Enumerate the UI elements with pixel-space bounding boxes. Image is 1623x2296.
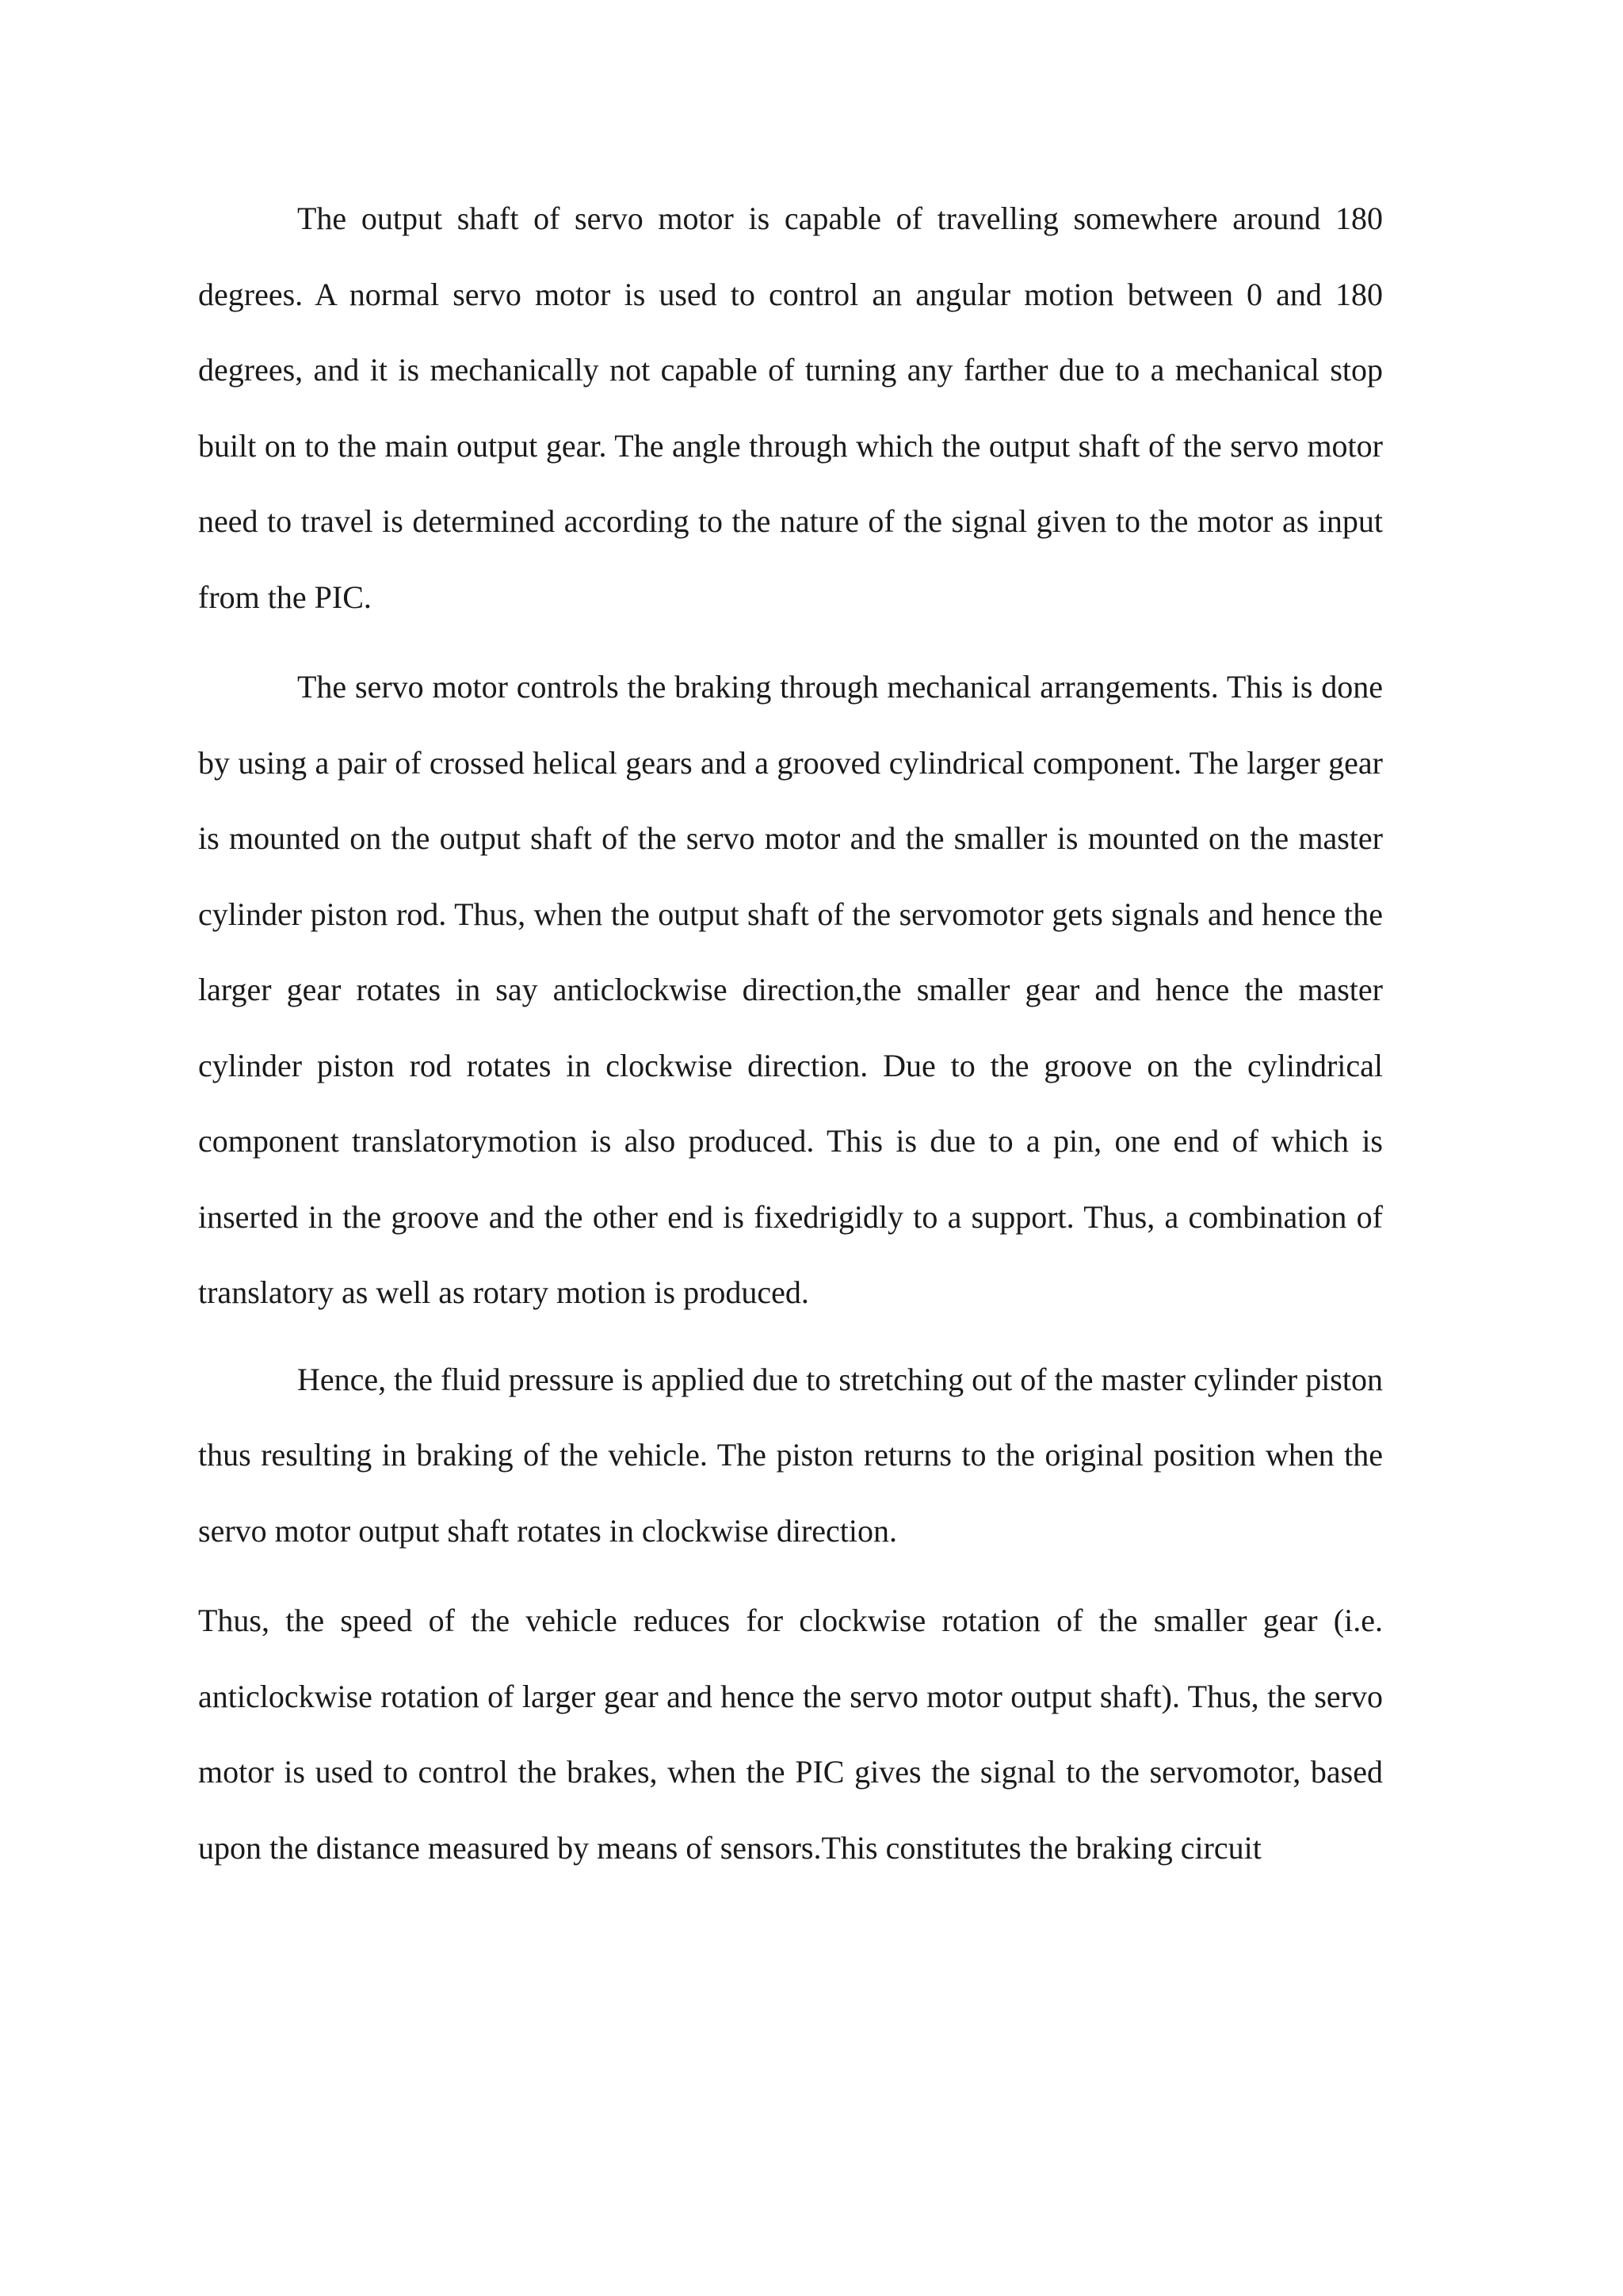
body-text: [198, 181, 1383, 1885]
paragraph-fluid-pressure: Hence, the fluid pressure is applied due to stretching out of the master cylinder piston thus resulting in braking of the vehicle. The piston returns to the original position when the servo motor output shaft rotates in clockwise direction.: [198, 1361, 1383, 1549]
paragraph-servo-travel: The output shaft of servo motor is capable of travelling somewhere around 180 degrees. A normal servo motor is used to control an angular motion between 0 and 180 degrees, and it is mechanically not capable of turning any farther due to a mechanical stop built on to the main output gear. The angle through which the output shaft of the servo motor need to travel is determined according to the nature of the signal given to the motor as input from the PIC.: [198, 201, 1383, 615]
paragraph-speed-reduction: Thus, the speed of the vehicle reduces for clockwise rotation of the smaller gear (i.e. anticlockwise rotation of larger gear and hence the servo motor output shaft). Thus, the servo motor is used to control the brakes, when the PIC gives the signal to the servomotor, based upon the distance measured by means of sensors.This constitutes the braking circuit: [198, 1603, 1383, 1866]
paragraph-braking-mechanism: The servo motor controls the braking through mechanical arrangements. This is done by using a pair of crossed helical gears and a grooved cylindrical component. The larger gear is mounted on the output shaft of the servo motor and the smaller is mounted on the master cylinder piston rod. Thus, when the output shaft of the servomotor gets signals and hence the larger gear rotates in say anticlockwise direction,the smaller gear and hence the master cylinder piston rod rotates in clockwise direction. Due to the groove on the cylindrical component translatorymotion is also produced. This is due to a pin, one end of which is inserted in the groove and the other end is fixedrigidly to a support. Thus, a combination of translatory as well as rotary motion is produced.: [198, 669, 1383, 1310]
